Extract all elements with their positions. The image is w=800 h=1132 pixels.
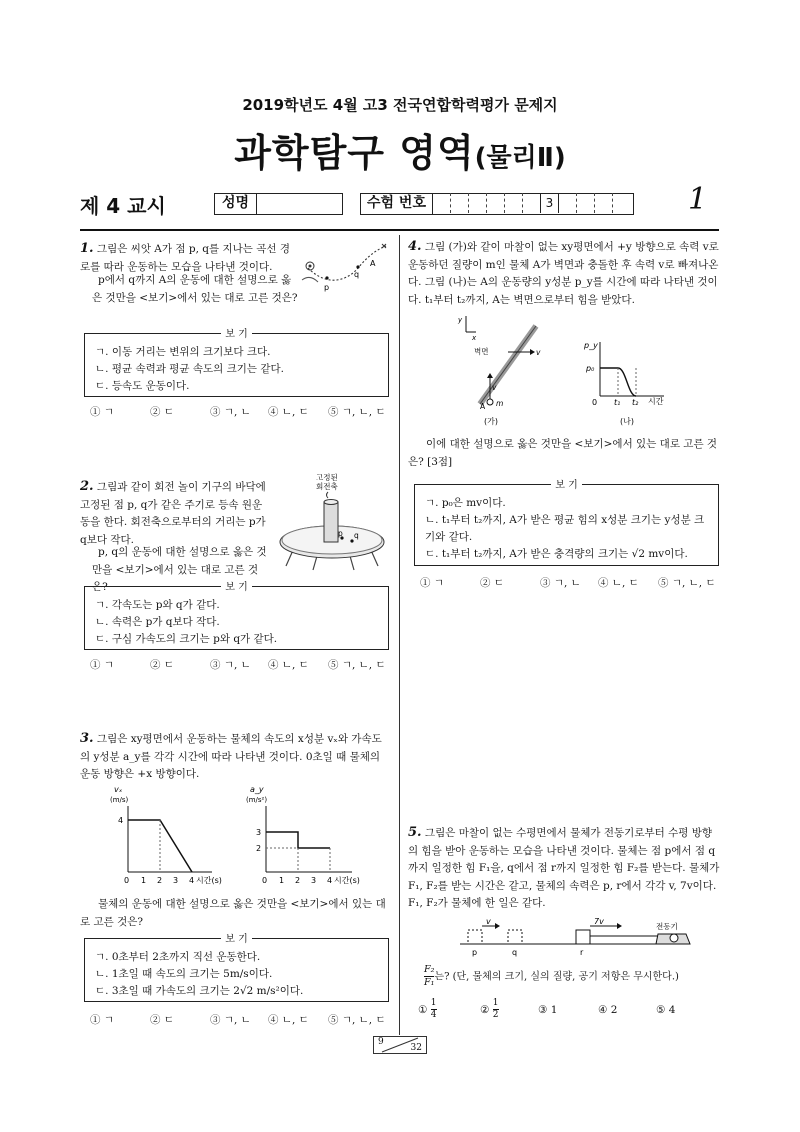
velocity-label: v — [492, 383, 497, 392]
force-ratio: $\frac{\text{F₂}}{\text{F₁}}$ — [424, 964, 435, 988]
question-1-prompt: p에서 q까지 A의 운동에 대한 설명으로 옳은 것만을 <보기>에서 있는 대로 고른 것은? — [92, 274, 298, 304]
x-label: 시간 — [648, 397, 664, 406]
point-label: r — [580, 948, 584, 957]
bogi-title: 보 기 — [551, 480, 582, 491]
fig-label: q — [354, 270, 360, 279]
choice-2[interactable]: ② $\frac{1}{2}$ — [480, 998, 499, 1020]
question-5 — [408, 824, 720, 913]
figure-ga — [457, 316, 541, 426]
bogi-item: ㄷ. 등속도 운동이다. — [95, 380, 190, 392]
exam-number-cell[interactable] — [577, 193, 595, 213]
choice-5[interactable]: ⑤ 4 — [656, 1003, 676, 1016]
graph-ylabel: vₓ — [114, 785, 123, 794]
bogi-item: ㄷ. 3초일 때 가속도의 크기는 2√2 m/s²이다. — [95, 985, 304, 997]
name-input[interactable] — [257, 194, 339, 213]
bogi-title: 보 기 — [221, 934, 252, 945]
x-tick: 4 — [189, 876, 195, 885]
figure-caption: (나) — [620, 417, 634, 426]
choice-4[interactable]: ④ ㄴ, ㄷ — [268, 659, 309, 671]
origin-label: 0 — [592, 398, 598, 407]
page-number: 1 — [688, 182, 708, 217]
bogi-item: ㄷ. t₁부터 t₂까지, A가 받은 충격량의 크기는 √2 mv이다. — [425, 548, 688, 560]
exam-number-cell[interactable] — [559, 193, 577, 213]
question-text: 그림과 같이 회전 놀이 기구의 바닥에 고정된 점 p, q가 같은 주기로 등속 원운동을 한다. 회전축으로부터의 거리는 p가 q보다 작다. — [80, 481, 266, 546]
title-main: 과학탐구 영역 — [234, 131, 475, 175]
q3-graphs — [108, 784, 388, 892]
figure-na — [583, 341, 664, 426]
choice-1[interactable]: ① $\frac{1}{4}$ — [418, 998, 437, 1020]
velocity-label: v — [536, 348, 541, 357]
column-divider — [399, 235, 400, 1035]
x-tick: 1 — [141, 876, 147, 885]
choice-3[interactable]: ③ ㄱ, ㄴ — [210, 1014, 251, 1026]
choice-1[interactable]: ① ㄱ — [90, 659, 114, 671]
question-text: 그림은 xy평면에서 운동하는 물체의 속도의 x성분 vₓ와 가속도의 y성분 a_y를 각각 시간에 따라 나타낸 것이다. 0초일 때 물체의 운동 방향은 +x 방향이다. — [80, 733, 382, 780]
bogi-box — [84, 582, 389, 650]
x-tick: 3 — [311, 876, 317, 885]
point-label: q — [512, 948, 518, 957]
question-number: 4. — [408, 239, 422, 254]
page-total: 32 — [410, 1043, 422, 1053]
choice-3[interactable]: ③ ㄱ, ㄴ — [210, 406, 251, 418]
x-tick: 1 — [279, 876, 285, 885]
point-label: p — [472, 948, 478, 957]
x-tick: t₂ — [632, 398, 639, 407]
exam-number-label: 수험 번호 — [367, 195, 426, 211]
graph-ylabel: a_y — [250, 785, 264, 794]
answer-choices — [418, 998, 718, 1021]
y-tick: 4 — [118, 816, 124, 825]
figure-caption: (가) — [484, 417, 498, 426]
question-number: 5. — [408, 825, 422, 840]
page-counter — [373, 1036, 427, 1054]
bogi-item: ㄴ. t₁부터 t₂까지, A가 받은 평균 힘의 x성분 크기는 y성분 크기와 같다. — [425, 514, 705, 543]
choice-1[interactable]: ① ㄱ — [90, 1014, 114, 1026]
question-number: 1. — [80, 241, 94, 256]
choice-3[interactable]: ③ ㄱ, ㄴ — [210, 659, 251, 671]
question-4 — [408, 238, 720, 309]
bogi-item: ㄱ. p₀은 mv이다. — [425, 497, 506, 509]
fig-label: 회전축 — [316, 482, 338, 491]
y-tick: 2 — [256, 844, 262, 853]
choice-5[interactable]: ⑤ ㄱ, ㄴ, ㄷ — [328, 406, 386, 418]
axis-label: p_y — [584, 341, 598, 350]
question-1 — [80, 240, 300, 276]
bogi-item: ㄱ. 각속도는 p와 q가 같다. — [95, 599, 220, 611]
velocity-label: v — [486, 918, 491, 926]
question-text: 그림은 씨앗 A가 점 p, q를 지나는 곡선 경로를 따라 운동하는 모습을 나타낸 것이다. — [80, 243, 290, 273]
header-rule — [80, 229, 719, 231]
x-label: 시간(s) — [196, 876, 222, 885]
answer-choices — [420, 575, 720, 590]
bogi-item: ㄷ. 구심 가속도의 크기는 p와 q가 같다. — [95, 633, 278, 645]
fraction: $\frac{1}{4}$ — [430, 998, 437, 1020]
question-text: 그림은 마찰이 없는 수평면에서 물체가 전동기로부터 수평 방향의 힘을 받아 운동하는 모습을 나타낸 것이다. 물체는 점 p에서 점 q까지 일정한 힘 F₁을, q에서 점 r까지 일정한 힘 F₂를 받는다. 물체가 F₁, F₂를 받는 시간은 같고, 물체의 속력은 p, r에서 각각 v, 7v이다. F₁, F₂가 물체에 한 일은 같다. — [408, 827, 720, 909]
question-text: 그림 (가)와 같이 마찰이 없는 xy평면에서 +y 방향으로 속력 v로 운동하던 질량이 m인 물체 A가 벽면과 충돌한 후 속력 v로 빠져나온다. 그림 (나)는 A의 운동량의 y성분 p_y를 시간에 따라 나타낸 것이다. t₁부터 t₂까지, A는 벽면으로부터 힘을 받았다. — [408, 241, 719, 306]
choice-3[interactable]: ③ 1 — [538, 1003, 558, 1016]
fig-label: q — [354, 531, 359, 540]
bogi-item: ㄱ. 이동 거리는 변위의 크기보다 크다. — [95, 346, 271, 358]
x-tick: t₁ — [614, 398, 621, 407]
exam-title — [0, 122, 800, 177]
velocity-label: 7v — [594, 918, 604, 926]
bogi-item: ㄴ. 평균 속력과 평균 속도의 크기는 같다. — [95, 363, 284, 375]
question-3-prompt: 물체의 운동에 대한 설명으로 옳은 것만을 <보기>에서 있는 대로 고른 것은? — [80, 898, 386, 928]
choice-4[interactable]: ④ ㄴ, ㄷ — [268, 1014, 309, 1026]
question-number: 3. — [80, 731, 94, 746]
object-label: A — [480, 402, 486, 411]
choice-2[interactable]: ② ㄷ — [480, 577, 504, 589]
motor-label: 전동기 — [656, 922, 678, 931]
question-4-prompt: 이에 대한 설명으로 옳은 것만을 <보기>에서 있는 대로 고른 것은? [3점] — [408, 438, 718, 468]
fig-label: p — [324, 283, 330, 292]
fig-label: A — [370, 259, 376, 268]
rotating-ride-figure — [272, 470, 390, 574]
session-label: 제 4 교시 — [80, 194, 166, 218]
choice-2[interactable]: ② ㄷ — [150, 406, 174, 418]
choice-2[interactable]: ② ㄷ — [150, 659, 174, 671]
exam-number-cell[interactable] — [613, 193, 630, 213]
choice-5[interactable]: ⑤ ㄱ, ㄴ, ㄷ — [328, 659, 386, 671]
x-tick: 4 — [327, 876, 333, 885]
y-tick: 3 — [256, 828, 262, 837]
page-current: 9 — [378, 1037, 384, 1047]
exam-number-cell[interactable] — [487, 193, 505, 213]
exam-number-cell[interactable] — [505, 193, 523, 213]
choice-1[interactable]: ① ㄱ — [420, 577, 444, 589]
choice-3[interactable]: ③ ㄱ, ㄴ — [540, 577, 581, 589]
question-number: 2. — [80, 479, 94, 494]
vx-graph — [110, 785, 222, 885]
title-subject: (물리Ⅱ) — [474, 143, 566, 173]
bogi-box — [414, 480, 719, 566]
bogi-box — [84, 934, 389, 1002]
choice-4[interactable]: ④ ㄴ, ㄷ — [598, 577, 639, 589]
bogi-box — [84, 329, 389, 397]
bogi-title: 보 기 — [221, 582, 252, 593]
x-tick: 3 — [173, 876, 179, 885]
exam-number-cell[interactable] — [451, 193, 469, 213]
fraction: $\frac{1}{2}$ — [492, 998, 499, 1020]
ay-graph — [246, 785, 360, 885]
fig-label: p — [338, 529, 343, 538]
bogi-item: ㄴ. 속력은 p가 q보다 작다. — [95, 616, 220, 628]
x-tick: 0 — [262, 876, 268, 885]
bogi-title: 보 기 — [221, 329, 252, 340]
x-tick: 2 — [157, 876, 163, 885]
choice-5[interactable]: ⑤ ㄱ, ㄴ, ㄷ — [658, 577, 716, 589]
axis-label: y — [458, 316, 463, 324]
wall-collision-figure — [450, 312, 680, 430]
exam-number-cell[interactable] — [595, 193, 613, 213]
choice-1[interactable]: ① ㄱ — [90, 406, 114, 418]
graph-yunit: (m/s) — [110, 796, 129, 804]
seed-path-figure — [298, 240, 390, 298]
mass-label: m — [496, 399, 504, 408]
x-tick: 2 — [295, 876, 301, 885]
question-3 — [80, 730, 390, 784]
exam-subtitle: 2019학년도 4월 고3 전국연합학력평가 문제지 — [242, 96, 558, 114]
question-2 — [80, 478, 272, 549]
wall-label: 벽면 — [474, 347, 489, 356]
choice-5[interactable]: ⑤ ㄱ, ㄴ, ㄷ — [328, 1014, 386, 1026]
exam-number-cell[interactable] — [523, 193, 541, 213]
axis-label: x — [472, 334, 477, 342]
choice-4[interactable]: ④ 2 — [598, 1003, 618, 1016]
question-2-prompt: p, q의 운동에 대한 설명으로 옳은 것만을 <보기>에서 있는 대로 고른 것은? — [92, 546, 267, 593]
answer-choices — [90, 1012, 390, 1027]
exam-number-cell[interactable] — [469, 193, 487, 213]
y-tick: p₀ — [586, 364, 595, 373]
bogi-item: ㄱ. 0초부터 2초까지 직선 운동한다. — [95, 951, 261, 963]
x-tick: 0 — [124, 876, 130, 885]
bogi-item: ㄴ. 1초일 때 속도의 크기는 5m/s이다. — [95, 968, 273, 980]
name-label: 성명 — [222, 195, 250, 211]
exam-number-cell[interactable] — [433, 193, 451, 213]
question-5-prompt: $\frac{\text{F₂}}{\text{F₁}}$ 는? (단, 물체의 크기, 실의 질량, 공기 저항은 무시한다.) — [424, 964, 679, 988]
choice-2[interactable]: ② ㄷ — [150, 1014, 174, 1026]
graph-yunit: (m/s²) — [246, 796, 268, 804]
answer-choices — [90, 404, 390, 419]
choice-4[interactable]: ④ ㄴ, ㄷ — [268, 406, 309, 418]
fig-label: 고정된 — [316, 473, 338, 482]
exam-number-digit: 3 — [541, 193, 559, 213]
x-label: 시간(s) — [334, 876, 360, 885]
motor-pull-figure — [460, 918, 710, 960]
answer-choices — [90, 657, 390, 672]
